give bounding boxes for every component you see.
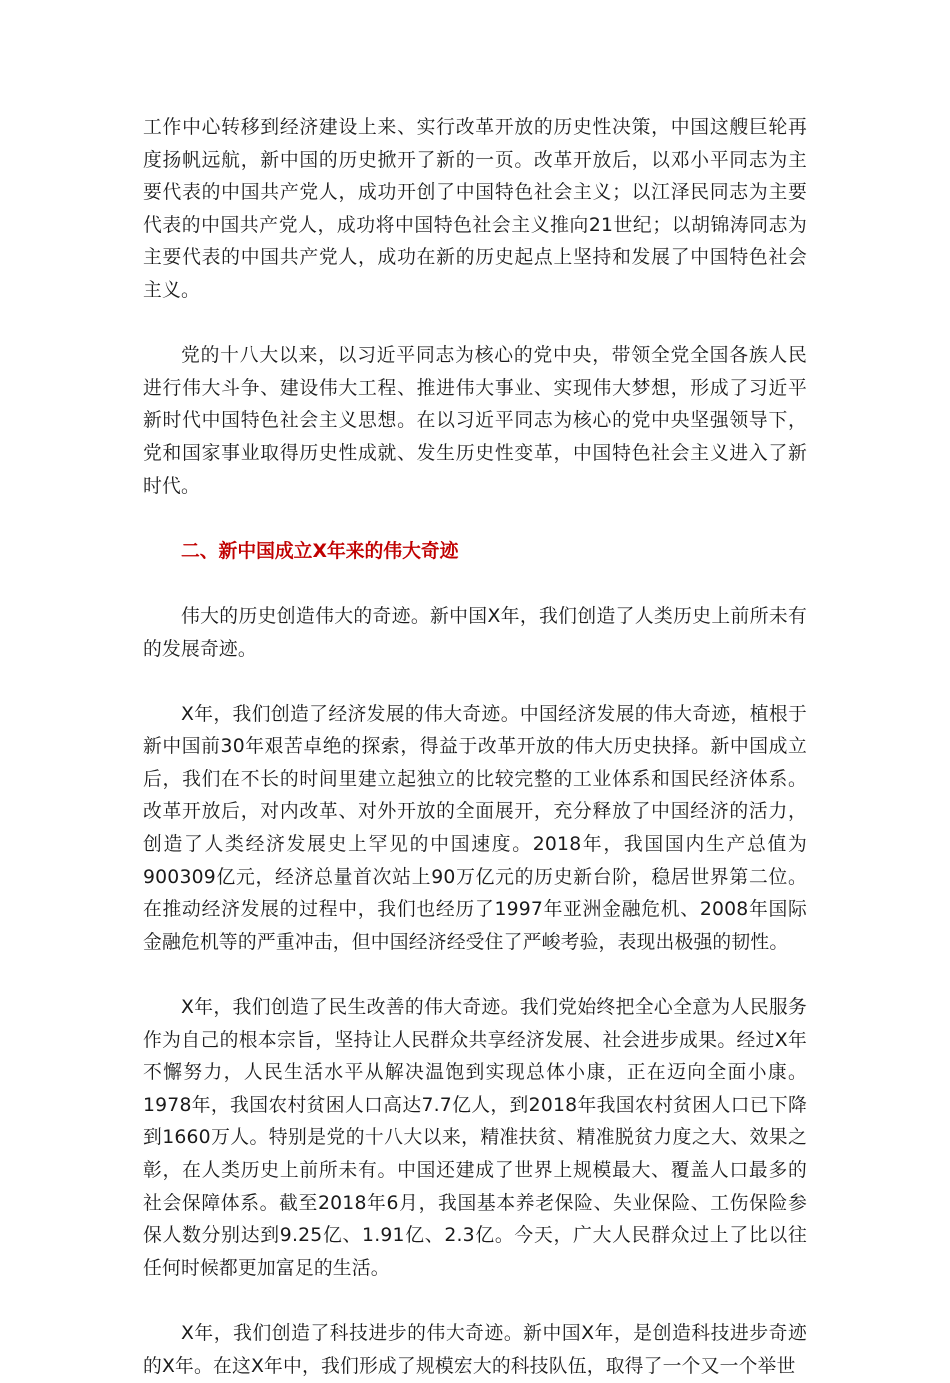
- paragraph-economic-miracle: X年，我们创造了经济发展的伟大奇迹。中国经济发展的伟大奇迹，植根于新中国前30年艰苦卓绝的探索，得益于改革开放的伟大历史抉择。新中国成立后，我们在不长的时间里建立起独立的比较完整的工业体系和国民经济体系。改革开放后，对内改革、对外开放的全面展开，充分释放了中国经济的活力，创造了人类经济发展史上罕见的中国速度。2018年，我国国内生产总值为900309亿元，经济总量首次站上90万亿元的历史新台阶，稳居世界第二位。在推动经济发展的过程中，我们也经历了1997年亚洲金融危机、2008年国际金融危机等的严重冲击，但中国经济经受住了严峻考验，表现出极强的韧性。: [143, 703, 807, 953]
- paragraph-new-era: 党的十八大以来，以习近平同志为核心的党中央，带领全党全国各族人民进行伟大斗争、建设伟大工程、推进伟大事业、实现伟大梦想，形成了习近平新时代中国特色社会主义思想。在以习近平同志为核心的党中央坚强领导下，党和国家事业取得历史性成就、发生历史性变革，中国特色社会主义进入了新时代。: [143, 345, 807, 497]
- paragraph-miracle-intro: 伟大的历史创造伟大的奇迹。新中国X年，我们创造了人类历史上前所未有的发展奇迹。: [143, 605, 807, 660]
- paragraph-reform-history: 工作中心转移到经济建设上来、实行改革开放的历史性决策，中国这艘巨轮再度扬帆远航，新中国的历史掀开了新的一页。改革开放后，以邓小平同志为主要代表的中国共产党人，成功开创了中国特色社会主义；以江泽民同志为主要代表的中国共产党人，成功将中国特色社会主义推向21世纪；以胡锦涛同志为主要代表的中国共产党人，成功在新的历史起点上坚持和发展了中国特色社会主义。: [143, 117, 807, 301]
- section-heading: 二、新中国成立X年来的伟大奇迹: [181, 540, 459, 562]
- paragraph-livelihood-miracle: X年，我们创造了民生改善的伟大奇迹。我们党始终把全心全意为人民服务作为自己的根本宗旨，坚持让人民群众共享经济发展、社会进步成果。经过X年不懈努力，人民生活水平从解决温饱到实现总体小康，正在迈向全面小康。1978年，我国农村贫困人口高达7.7亿人，到2018年我国农村贫困人口已下降到1660万人。特别是党的十八大以来，精准扶贫、精准脱贫力度之大、效果之彰，在人类历史上前所未有。中国还建成了世界上规模最大、覆盖人口最多的社会保障体系。截至2018年6月，我国基本养老保险、失业保险、工伤保险参保人数分别达到9.25亿、1.91亿、2.3亿。今天，广大人民群众过上了比以往任何时候都更加富足的生活。: [143, 997, 807, 1279]
- document-body: [143, 112, 807, 1383]
- paragraph-tech-miracle: X年，我们创造了科技进步的伟大奇迹。新中国X年，是创造科技进步奇迹的X年。在这X年中，我们形成了规模宏大的科技队伍，取得了一个又一个举世: [143, 1322, 807, 1377]
